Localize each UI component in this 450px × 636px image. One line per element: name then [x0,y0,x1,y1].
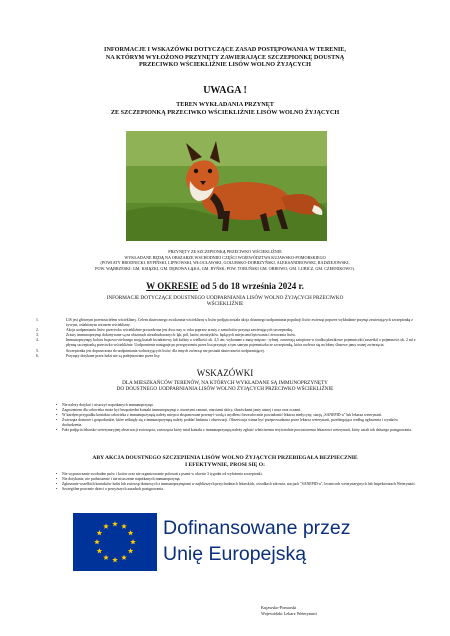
document-title [0,46,450,69]
zone-heading [0,101,450,116]
list-item [36,318,416,328]
list-item [36,338,416,348]
bullet-item: • Nie dotykanie, nie podnoszenie i nie niszczenie napotkanych immunoprzynęt. [56,477,416,482]
eu-line-1: Dofinansowane przez [163,517,351,539]
bullet-item: • Zgłaszanie wszelkich kontaktów ludzi lub zwierząt domowych z immunoprzynętami w najbliższych przychodniach lekarskich, ośrodkach zdrowia, stacjach "SANEPID-u", lecznicach weterynaryjnych lub Inspektoratach Weterynarii. [56,482,416,487]
title-line: PRZECIWKO WŚCIEKLIŹNIE LISÓW WOLNO ŻYJĄCYCH [139,61,311,69]
bullet-item: • Zwierzęta domowe i gospodarskie, które zetknęły się z immunoprzynętą należy poddać badaniu i obserwacji. Obserwacja winna być przeprowadzona przez lekarza weterynarii, przebiegająca według zgłoszenia i wyników dochodzenia. [56,418,416,428]
numbered-list [36,318,416,359]
date-value: od 5 do 18 września 2024 r. [200,281,304,291]
meta-line: POW. WĄBRZESKI: GM. KSIĄŻKI, GM. DĘBOWA ŁĄKA, GM. RYŃSK; POW. TORUŃSKI GM. OBROWO, GM. LUBICZ, GM. CZERNIKOWO). [95,265,355,271]
title-line: INFORMACJE I WSKAZÓWKI DOTYCZĄCE ZASAD POSTĘPOWANIA W TERENIE, [104,46,346,53]
title-line: NA KTÓRYM WYŁOŻONO PRZYNĘTY ZAWIERAJĄCE SZCZEPIONKĘ DOUSTNĄ [105,53,345,61]
list-text: Immunoprzynęty koloru brązowo-zielonego mają kształt kwadratowy lub kulisty o wielkości ok. 4,5 cm; wykonane z masy mięsno - rybnej, zawierają zatopione w środku plastikowe pojemniczki (saszetki) o pojemności ok. 2 ml z płynną szczepionką przeciwko wściekliźnie. Uodpornienie następuje po przegryzieniu przez lisa przynęty a tym samym pojemniczka ze szczepionką, która rozlewa się na błony śluzowe jamy ustnej zwierzęcia. [66,338,416,348]
eu-star-icon [112,557,118,562]
list-number: 3. [36,333,39,338]
request-line: ABY AKCJA DOUSTNEGO SZCZEPIENIA LISÓW WOLNO ŻYJĄCYCH PRZEBIEGAŁA BEZPIECZNIE [92,455,358,461]
bullet-item: • Zagrożeniem dla człowieka może być bezpośredni kontakt immunoprzynęt z otwartymi ranami, otarciami skóry, śluzówkami jamy ustnej i nosa oraz oczami. [56,408,416,413]
area-description [0,249,450,271]
date-range [0,281,450,291]
bullet-item: • Szczególne poucznie dzieci o powyższych zasadach postępowania. [56,487,416,492]
zone-line: TEREN WYKŁADANIA PRZYNĘT [176,101,274,108]
list-text: Akcja uodparniania lisów przeciwko wściekliźnie prowadzona jest dwa razy w roku poprzez zrzuty z samolotów przynęt zawierających szczepionkę. [66,328,293,333]
eu-star-icon [94,539,100,544]
bullet-item: • Fakt podjęcia lekarsko-weterynaryjnej obserwacji zwierzęcia, zwierzęcia który miał kontakt z immunoprzynętą należy zgłosić właściwemu terytorialnie powiatowemu lekarzowi weterynarii, który ustali tok dalszego postępowania. [56,428,416,433]
eu-star-icon [112,521,118,526]
guidelines-sub-line: DLA MIESZKAŃCÓW TERENÓW, NA KTÓRYCH WYKŁADANE SĄ IMMUNOPRZYNĘTY [122,380,328,386]
signature-line: Wojewódzki Lekarz Weterynarii [261,610,317,616]
date-prefix: W OKRESIE [146,281,199,291]
list-number: 2. [36,328,39,333]
eu-flag-icon [73,513,157,571]
eu-star-icon [97,548,103,553]
eu-star-icon [121,523,127,528]
list-number: 6. [36,353,39,358]
eu-star-icon [97,530,103,535]
list-text: LIS jest głównym przenosicielem wścieklizny. Celem skutecznego zwalczania wścieklizny u lisów podjęta została akcja doustnego uodparniania populacji lisów zwierząt poprzez wykładanie przynęt zawierających szczepionkę z żywym, osłabionym wirusem wścieklizny. [66,318,413,328]
eu-star-icon [128,548,134,553]
meta-line: (POWIATY BRODNICKI, RYPIŃSKI, LIPNOWSKI, WŁOCŁAWSKI, GOLUBSKO-DOBRZYŃSKI, ALEKSANDROWSKI, RADZIEJOWSKI, [100,260,350,266]
bullet-item: • Nie wypuszczanie swobodne psów i kotów oraz nie organizowanie polowań z psami w okresie 3 tygodni od wyłożenia szczepionki. [56,472,416,477]
eu-funding-text [163,515,351,567]
signature-line: Kujawsko-Pomorski [261,605,297,610]
list-number: 5. [36,348,39,353]
list-text: Przynęty dotykane przez ludzi nie są podejmowane przez lisy. [66,353,161,358]
list-text: Zrzuty immunoprzynęt dokonywane są na obszarach niezabudowanych: łąk, pól, lasów, nieużytków, będących miejscami bytowania i żerowania lisów. [66,333,296,338]
signature-block [261,605,381,616]
info-line: INFORMACJE DOTYCZĄCE DOUSTNEGO UODPARNIANIA LISÓW WOLNO ŻYJĄCYCH PRZECIWKO [106,295,344,301]
eu-star-icon [121,555,127,560]
request-line: I EFEKTYWNIE, PROSI SIĘ O: [184,461,266,468]
warning-heading: UWAGA ! [203,85,247,96]
eu-line-2: Unię Europejską [163,543,307,565]
guidelines-heading: WSKAZÓWKI [196,368,254,378]
zone-line: ZE SZCZEPIONKĄ PRZECIWKO WŚCIEKLIŹNIE LISÓW WOLNO ŻYJĄCYCH [110,108,340,116]
guidelines-subheading [0,380,450,393]
eu-star-icon [103,523,109,528]
fox-photo [126,131,327,241]
list-item [36,354,416,359]
guidelines-list [56,403,416,433]
info-heading [0,295,450,308]
guidelines-sub-line: DO DOUSTNEGO UODPARNIANIA LISÓW WOLNO ŻYJĄCYCH PRZECIWKO WŚCIEKLIŹNIE [116,386,334,393]
bullet-item: • Nie należy dotykać i niszczyć napotkanych immunoprzynęt. [56,403,416,408]
list-number: 1. [36,318,39,322]
eu-funding-banner [73,513,377,579]
list-text: Szczepionka jest dopuszczona do uodparniania wolnożyjących lisów, dla innych zwierząt nie posiada skuteczności uodparniającej. [66,348,265,353]
info-line: WŚCIEKLIŹNIE [206,301,244,308]
eu-star-icon [128,530,134,535]
meta-line: WYKŁADANE BĘDĄ NA OBSZARZE WSCHODNIEJ CZĘŚCI WOJEWÓDZTWA KUJAWSKO-POMORSKIEGO [124,254,326,260]
fox-illustration [126,131,327,241]
eu-star-icon [130,539,136,544]
list-number: 4. [36,338,39,343]
eu-star-icon [103,555,109,560]
request-list [56,472,416,492]
meta-line: PRZYNĘTY ZE SZCZEPIONKĄ PRZECIWKO WŚCIEKLIŹNIE [168,249,282,254]
bullet-item: • W każdym przypadku kontaktu człowieka z immunoprzynętą należy miejsca eksponowane przemyć wodą z mydłem i bezzwłocznie powiadomić lekarza medycyny, stację „SANEPID-u” lub lekarza weterynarii. [56,413,416,418]
request-heading [0,455,450,469]
